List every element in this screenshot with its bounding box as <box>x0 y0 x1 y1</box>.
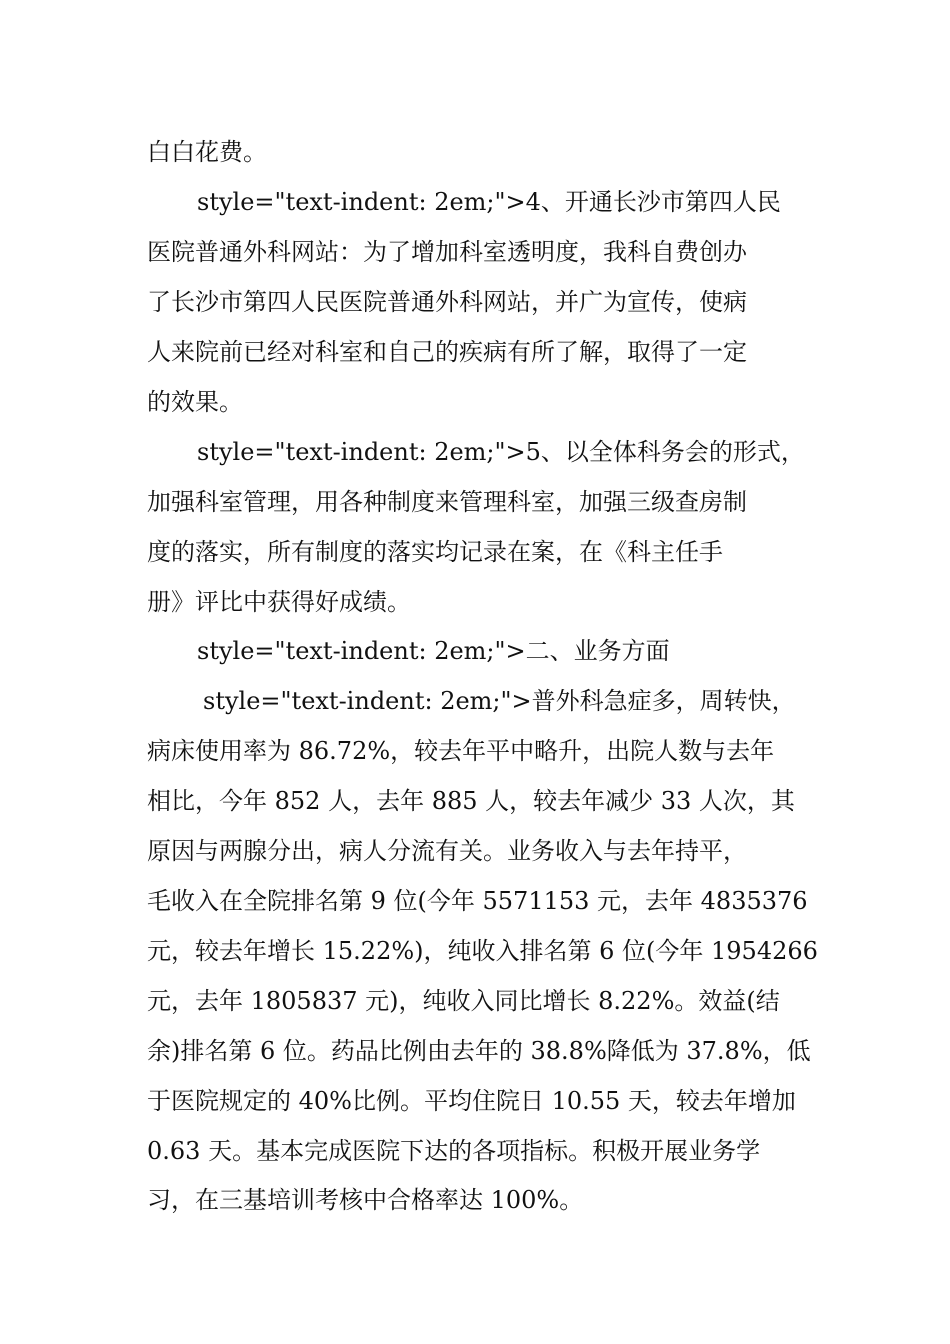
section-heading: style="text-indent: 2em;">二、业务方面 <box>197 637 670 665</box>
text-line: 元，较去年增长 15.22%)，纯收入排名第 6 位(今年 1954266 <box>147 937 818 965</box>
text-line: 了长沙市第四人民医院普通外科网站，并广为宣传，使病 <box>147 288 747 316</box>
text-line: 度的落实，所有制度的落实均记录在案，在《科主任手 <box>147 538 723 566</box>
text-line: 加强科室管理，用各种制度来管理科室，加强三级查房制 <box>147 488 747 516</box>
text-line: 于医院规定的 40%比例。平均住院日 10.55 天，较去年增加 <box>147 1087 796 1115</box>
text-line: 习，在三基培训考核中合格率达 100%。 <box>147 1186 584 1214</box>
text-line: 的效果。 <box>147 388 243 416</box>
text-line: 余)排名第 6 位。药品比例由去年的 38.8%降低为 37.8%，低 <box>147 1037 811 1065</box>
text-line: style="text-indent: 2em;">5、以全体科务会的形式， <box>197 438 805 466</box>
text-line: 人来院前已经对科室和自己的疾病有所了解，取得了一定 <box>147 338 747 366</box>
text-line: 病床使用率为 86.72%，较去年平中略升，出院人数与去年 <box>147 737 775 765</box>
text-line: style="text-indent: 2em;">4、开通长沙市第四人民 <box>197 188 781 216</box>
text-line: 原因与两腺分出，病人分流有关。业务收入与去年持平， <box>147 837 747 865</box>
text-line: 相比，今年 852 人，去年 885 人，较去年减少 33 人次，其 <box>147 787 795 815</box>
text-line: 白白花费。 <box>147 138 267 166</box>
text-line: 医院普通外科网站：为了增加科室透明度，我科自费创办 <box>147 238 747 266</box>
text-line: 元，去年 1805837 元)，纯收入同比增长 8.22%。效益(结 <box>147 987 780 1015</box>
text-line: 毛收入在全院排名第 9 位(今年 5571153 元，去年 4835376 <box>147 887 808 915</box>
text-line: 册》评比中获得好成绩。 <box>147 588 411 616</box>
text-line: 0.63 天。基本完成医院下达的各项指标。积极开展业务学 <box>147 1137 761 1165</box>
text-line: style="text-indent: 2em;">普外科急症多，周转快， <box>203 687 796 715</box>
